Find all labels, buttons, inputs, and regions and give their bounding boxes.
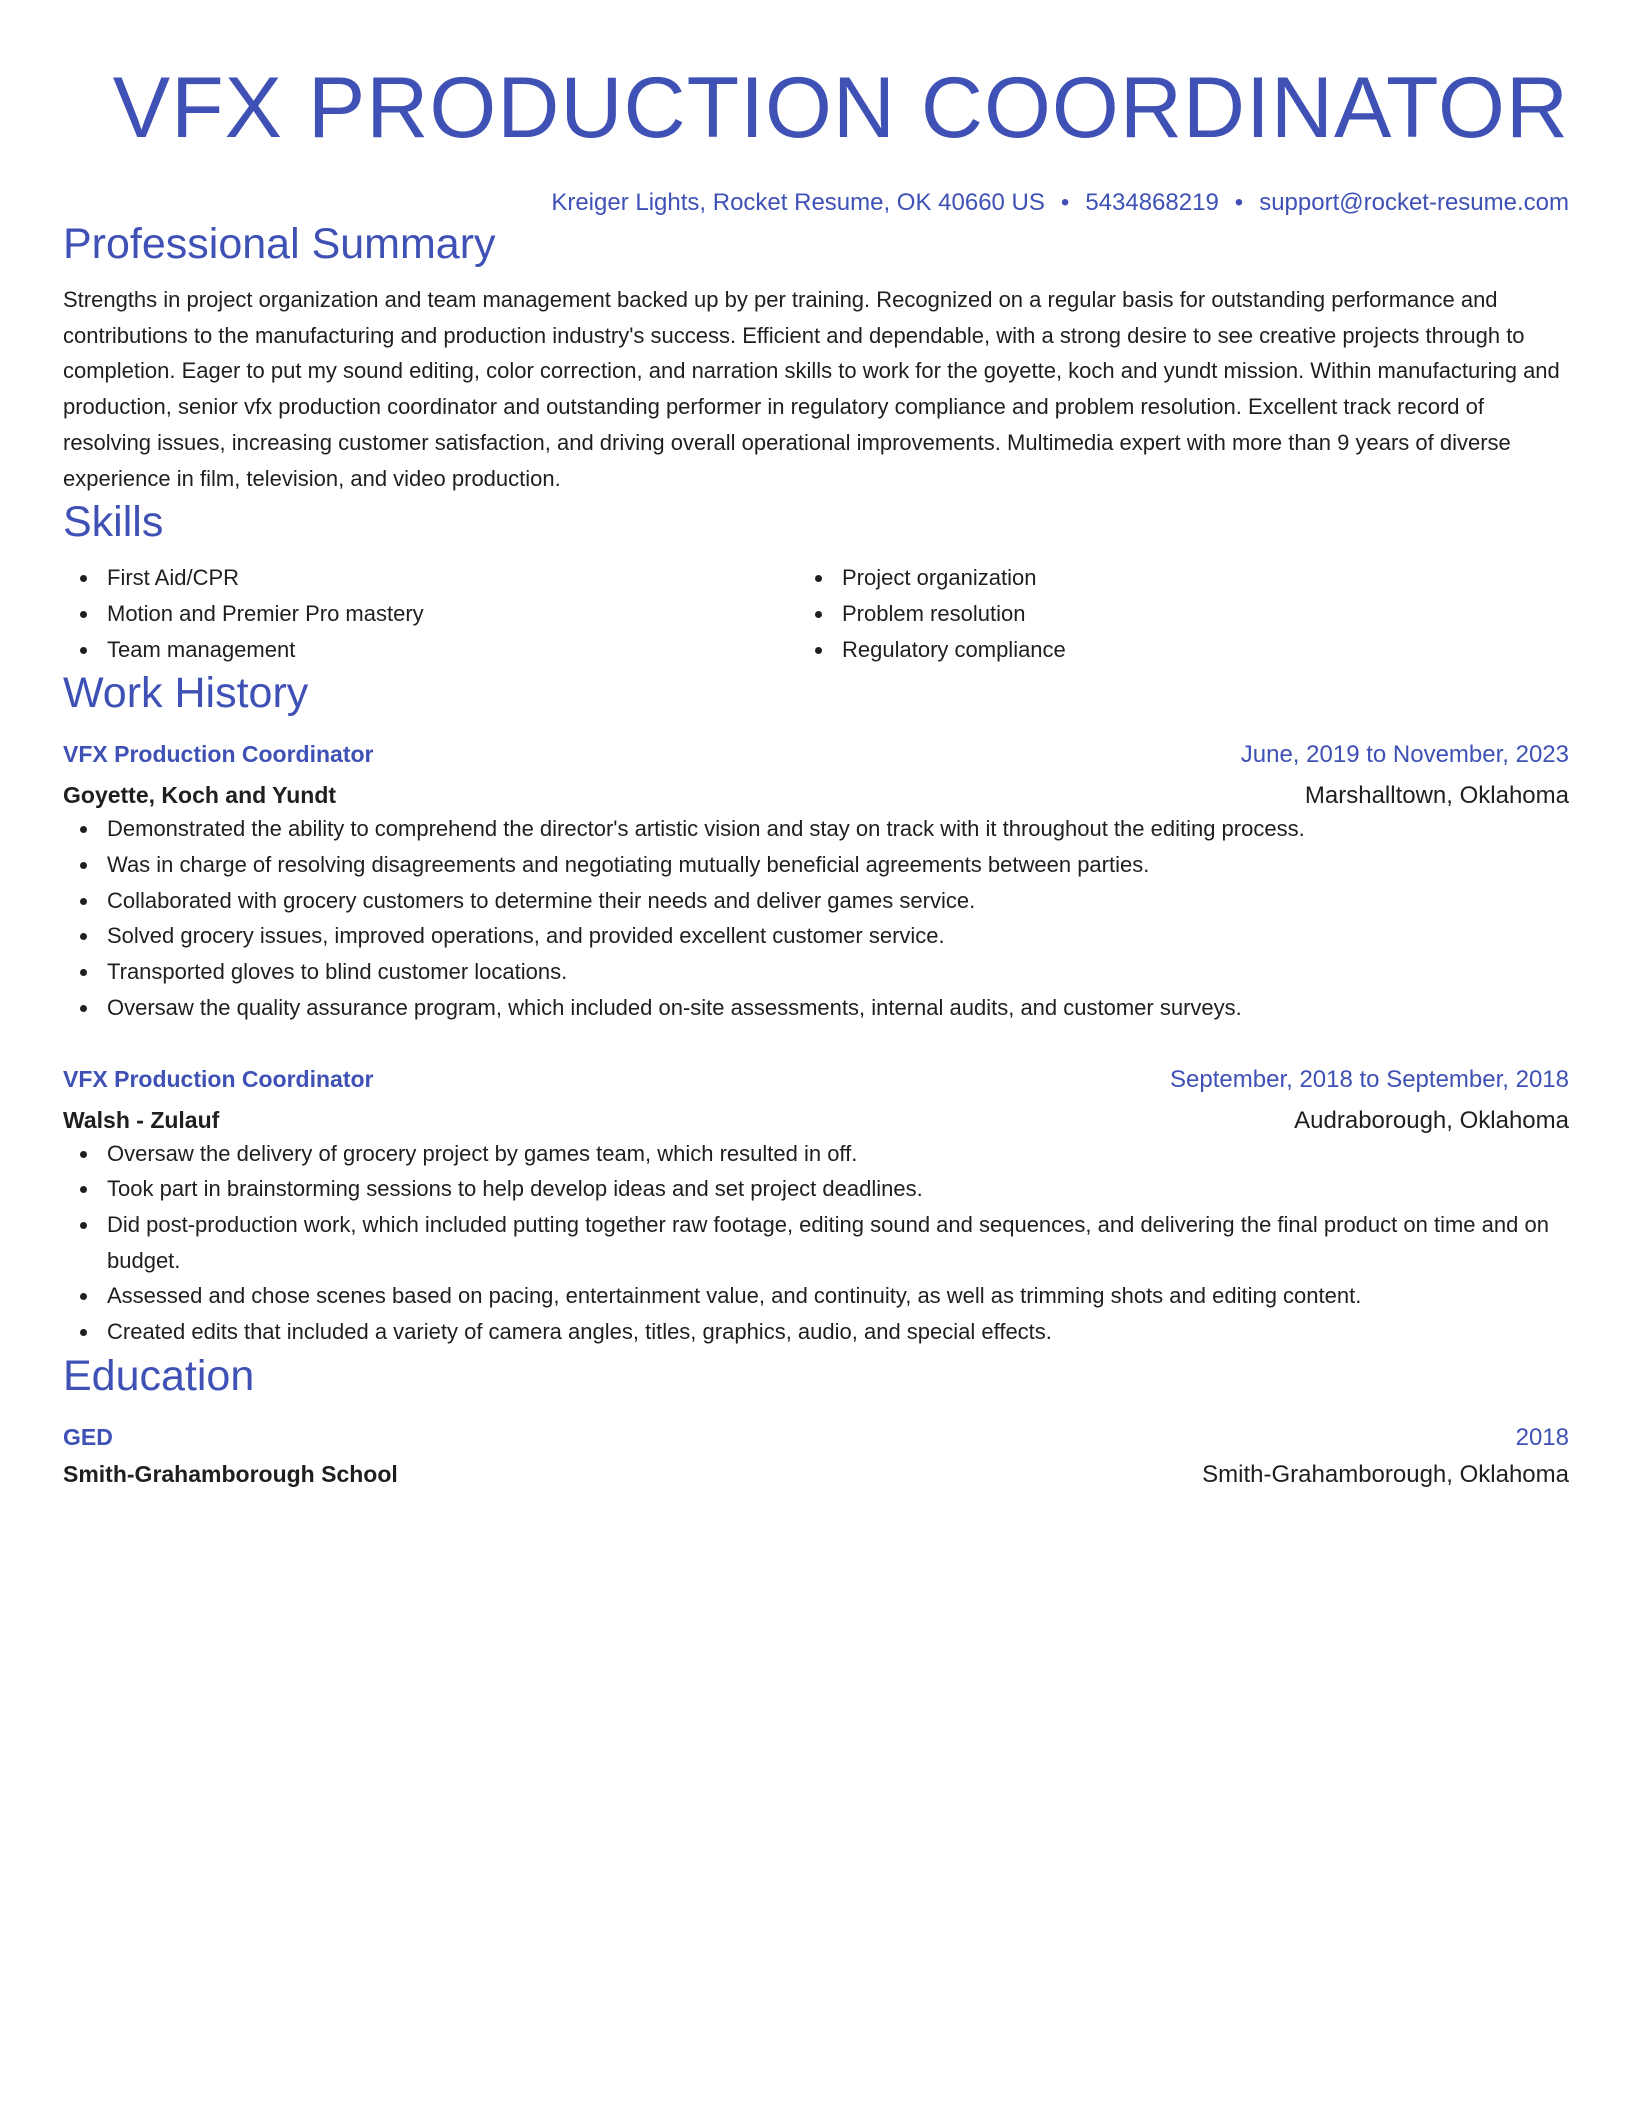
job-bullets [63,1136,1569,1350]
job-bullet: Assessed and chose scenes based on pacing, entertainment value, and continuity, as well as trimming shots and editing content. [63,1278,1569,1314]
job-bullet: Created edits that included a variety of camera angles, titles, graphics, audio, and special effects. [63,1314,1569,1350]
summary-text: Strengths in project organization and team management backed up by per training. Recognized on a regular basis for outstanding performance and contributions to the manufacturing and production industry's success. Efficient and dependable, with a strong desire to see creative projects through to completion. Eager to put my sound editing, color correction, and narration skills to work for the goyette, koch and yundt mission. Within manufacturing and production, senior vfx production coordinator and outstanding performer in regulatory compliance and problem resolution. Excellent track record of resolving issues, increasing customer satisfaction, and driving overall operational improvements. Multimedia expert with more than 9 years of diverse experience in film, television, and video production. [63,287,1560,491]
contact-line [63,188,1569,218]
job-bullet: Oversaw the delivery of grocery project by games team, which resulted in off. [63,1136,1569,1172]
job-bullet: Transported gloves to blind customer locations. [63,954,1569,990]
skill-item: First Aid/CPR [63,560,798,596]
job-subheader [63,770,1569,811]
education-year: 2018 [1515,1423,1569,1451]
education-header [63,1422,1569,1453]
contact-email: support@rocket-resume.com [1259,189,1569,216]
job-bullet: Demonstrated the ability to comprehend the director's artistic vision and stay on track with it throughout the editing process. [63,811,1569,847]
job-bullet: Did post-production work, which included putting together raw footage, editing sound and sequences, and delivering the final product on time and on budget. [63,1207,1569,1278]
section-title-education: Education [63,1351,255,1400]
skills-column-right [798,560,1533,667]
skill-item: Problem resolution [798,596,1533,632]
job-subheader [63,1095,1569,1136]
contact-separator: • [1234,189,1244,216]
job-role: VFX Production Coordinator [63,1065,374,1092]
job-bullet: Took part in brainstorming sessions to help develop ideas and set project deadlines. [63,1171,1569,1207]
skill-item: Motion and Premier Pro mastery [63,596,798,632]
resume-title: VFX PRODUCTION COORDINATOR [112,60,1569,156]
skill-item: Team management [63,632,798,668]
job-bullet: Was in charge of resolving disagreements and negotiating mutually beneficial agreements between parties. [63,847,1569,883]
job-bullet: Collaborated with grocery customers to determine their needs and deliver games service. [63,883,1569,919]
job-company: Walsh - Zulauf [63,1106,220,1133]
contact-address: Kreiger Lights, Rocket Resume, OK 40660 US [551,189,1045,216]
education-location: Smith-Grahamborough, Oklahoma [1202,1460,1569,1488]
job-bullet: Oversaw the quality assurance program, which included on-site assessments, internal audits, and customer surveys. [63,990,1569,1026]
skill-item: Project organization [798,560,1533,596]
contact-separator: • [1060,189,1070,216]
skills-list [63,560,1569,667]
job-dates: June, 2019 to November, 2023 [1240,741,1569,769]
education-subheader [63,1453,1569,1490]
skill-item: Regulatory compliance [798,632,1533,668]
job-bullet: Solved grocery issues, improved operations, and provided excellent customer service. [63,918,1569,954]
job-entry [63,739,1569,1025]
job-entry [63,1064,1569,1350]
job-role: VFX Production Coordinator [63,741,374,768]
section-title-work-history: Work History [63,669,309,718]
education-entry [63,1422,1569,1490]
education-degree: GED [63,1423,113,1450]
education-school: Smith-Grahamborough School [63,1460,398,1487]
job-company: Goyette, Koch and Yundt [63,782,337,809]
job-header [63,1064,1569,1095]
section-title-summary: Professional Summary [63,220,496,268]
job-location: Audraborough, Oklahoma [1294,1106,1569,1134]
contact-phone: 5434868219 [1085,189,1219,216]
skills-column-left [63,560,798,667]
job-location: Marshalltown, Oklahoma [1304,782,1569,810]
section-title-skills: Skills [63,498,164,547]
job-bullets [63,811,1569,1025]
job-dates: September, 2018 to September, 2018 [1170,1065,1569,1093]
job-header [63,739,1569,770]
